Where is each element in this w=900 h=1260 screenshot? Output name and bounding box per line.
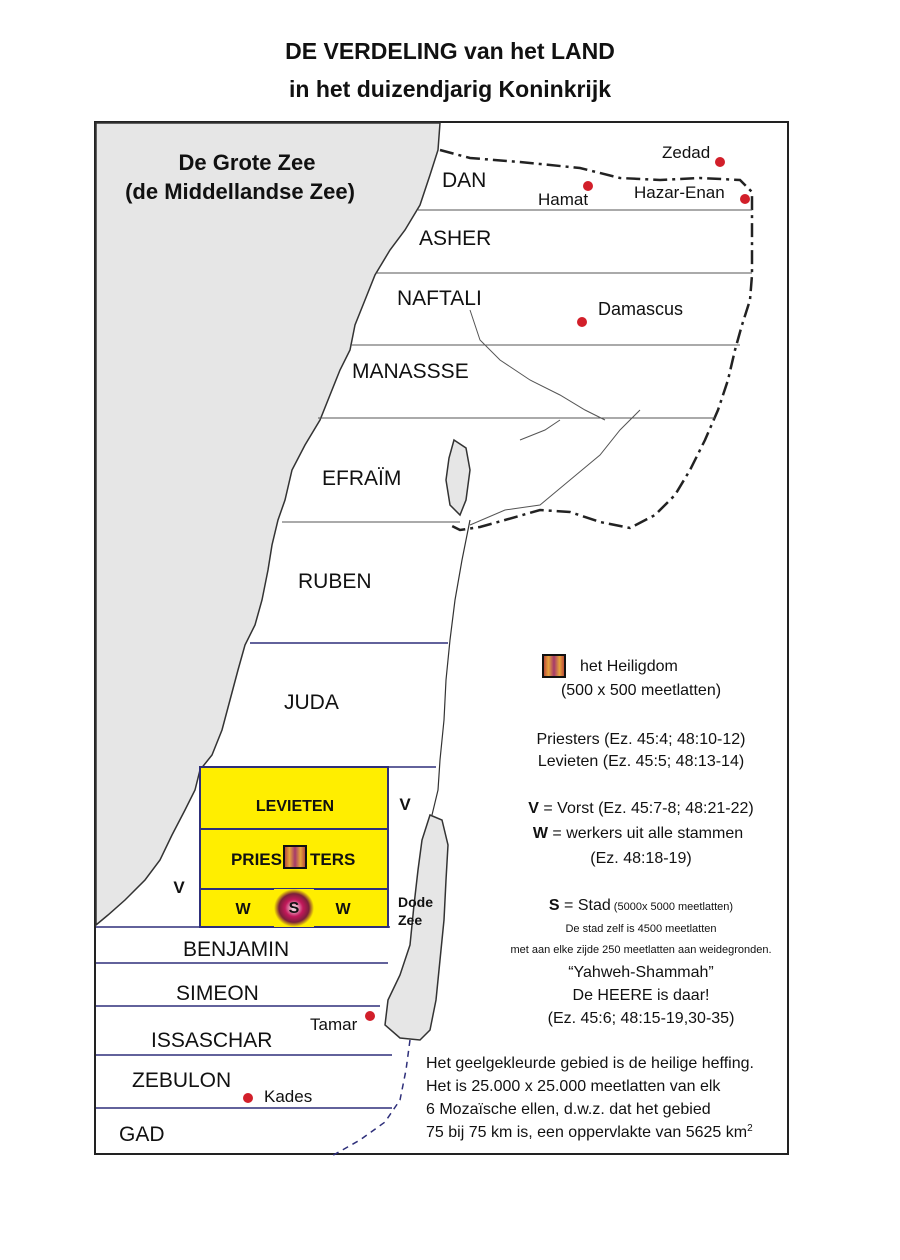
note-line-1: Het geelgekleurde gebied is de heilige heffing. [426, 1055, 754, 1072]
v-label-left: V [173, 878, 185, 897]
tribe-label-benjamin: BENJAMIN [183, 938, 290, 961]
tribe-label-naftali: NAFTALI [397, 287, 482, 310]
hazar-enan-dot [740, 194, 750, 204]
legend-stad-ref: (Ez. 45:6; 48:15-19,30-35) [547, 1010, 735, 1027]
w-label-right: W [335, 901, 351, 918]
tamar-label: Tamar [310, 1015, 358, 1034]
legend-werkers: W = werkers uit alle stammen [532, 825, 744, 842]
legend-heere: De HEERE is daar! [572, 987, 710, 1004]
tribe-label-efraim: EFRAÏM [322, 467, 402, 490]
map-title-line-1: DE VERDELING van het LAND [285, 38, 615, 64]
map-title-line-2: in het duizendjarig Koninkrijk [288, 76, 612, 102]
tribe-label-gad: GAD [119, 1123, 165, 1146]
zedad-label: Zedad [662, 143, 711, 162]
kades-dot [243, 1093, 253, 1103]
hazar-enan-label: Hazar-Enan [634, 183, 725, 202]
tribe-label-simeon: SIMEON [176, 982, 259, 1005]
legend-stad: S = Stad (5000x 5000 meetlatten) [548, 897, 734, 914]
priesters-label-left: PRIES [230, 850, 282, 869]
sea-label-2: (de Middellandse Zee) [125, 179, 355, 204]
legend-stad-line2: De stad zelf is 4500 meetlatten [565, 923, 717, 935]
tribe-label-manasse: MANASSSE [352, 360, 469, 383]
legend-sanctuary-icon [543, 655, 565, 677]
tribe-label-issaschar: ISSASCHAR [151, 1029, 273, 1052]
levieten-label: LEVIETEN [255, 798, 335, 815]
legend-priesters: Priesters (Ez. 45:4; 48:10-12) [536, 731, 746, 748]
s-label: S [288, 900, 300, 917]
zedad-dot [715, 157, 725, 167]
note-line-3: 6 Mozaïsche ellen, d.w.z. dat het gebied [426, 1101, 711, 1118]
legend-yahweh: “Yahweh-Shammah” [568, 964, 714, 981]
w-label-left: W [235, 901, 251, 918]
legend-werkers-ref: (Ez. 48:18-19) [590, 850, 692, 867]
sanctuary-icon [284, 846, 306, 868]
priesters-label-right: TERS [310, 850, 356, 869]
legend-heiligdom-size: (500 x 500 meetlatten) [560, 682, 722, 699]
legend-stad-line3: met aan elke zijde 250 meetlatten aan weidegronden. [510, 944, 772, 956]
v-label-right: V [399, 795, 411, 814]
tribe-label-ruben: RUBEN [298, 570, 372, 593]
hamat-label: Hamat [538, 190, 589, 209]
tribe-label-zebulon: ZEBULON [132, 1069, 232, 1092]
tribe-label-juda: JUDA [284, 691, 339, 714]
legend-vorst: V = Vorst (Ez. 45:7-8; 48:21-22) [528, 800, 754, 817]
kades-label: Kades [264, 1087, 313, 1106]
damascus-dot [577, 317, 587, 327]
dead-sea-label-2: Zee [398, 912, 423, 928]
tribe-label-dan: DAN [442, 169, 487, 192]
legend-heiligdom: het Heiligdom [580, 658, 678, 675]
sea-label-1: De Grote Zee [178, 150, 316, 175]
tribe-label-asher: ASHER [419, 227, 492, 250]
tamar-dot [365, 1011, 375, 1021]
legend-levieten: Levieten (Ez. 45:5; 48:13-14) [537, 753, 745, 770]
note-line-4: 75 bij 75 km is, een oppervlakte van 5625 $km^2$ [426, 1123, 753, 1141]
note-line-2: Het is 25.000 x 25.000 meetlatten van elk [426, 1078, 721, 1095]
dead-sea-label-1: Dode [398, 894, 433, 910]
damascus-label: Damascus [598, 299, 684, 319]
